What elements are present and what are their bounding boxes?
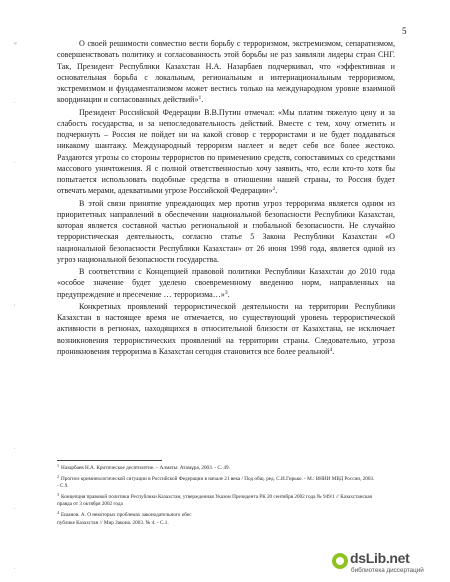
footnote-ref[interactable]: 2 — [272, 186, 276, 193]
footnote-text: Концепция правовой политики Республики Казахстан, утвержденная Указом Президента РК 20 сентября 2002 года № 949/1 // Казахстанская правда от 3 октября 2002 года — [57, 494, 372, 508]
footnote-separator — [57, 460, 162, 461]
margin-mark: . — [14, 446, 16, 451]
footnote-number: 1 — [57, 463, 59, 468]
footnote-number: 4 — [57, 510, 59, 516]
footnote-text: Ешанов. А. О некоторых проблемах законодательного обес — [61, 512, 192, 519]
footnote — [57, 491, 375, 508]
dslib-logo-icon — [332, 553, 348, 569]
paragraph: Конкретных проявлений террористической деятельности на территории Республики Казахстан в настоящее время не отмечается, но существующий уровень террористической активности в регионах, находящихся в относительной близости от Казахстана, не исключает возникновения террористических проявлений на территории страны. Следовательно, угроза проникновения терроризма в Казахстан сегодня становится все более реальной$^4$. — [57, 301, 395, 356]
paragraph: Президент Российской Федерации В.В.Путин отмечал: «Мы платим тяжелую цену и за слабость государства, и за непоследовательность действий. Вместе с тем, хочу отметить и подчеркнуть – Россия не пойдет ни на какой сговор с террористами и не будет поддаваться никакому шантажу. Международный терроризм наглеет и ведет себя все более жестоко. Раздаются угрозы со стороны террористов по применению средств, сопоставимых со средствами массового уничтожения. Я с полной ответственностью хочу заявить, что, если кто-то хотя бы попытается использовать подобные средства в отношении нашей страны, то Россия будет отвечать мерами, адекватными угрозе Российской Федерации»$^2$. — [57, 107, 395, 196]
footnote-ref[interactable]: 4 — [329, 346, 333, 353]
footnote — [57, 473, 375, 490]
footnote-number: 3 — [57, 492, 59, 498]
margin-mark: ≈ — [14, 42, 17, 47]
footnotes — [57, 462, 375, 528]
watermark[interactable] — [332, 551, 444, 577]
page-number: 5 — [402, 26, 407, 36]
paragraph: В соответствии с Концепцией правовой политики Республики Казахстан до 2010 года «особое значение будет уделено своевременному введению норм, направленных на предупреждение и пресечение … терроризма…»$^3$. — [57, 267, 395, 299]
footnote-ref[interactable]: 1 — [198, 95, 202, 102]
watermark-caption: библиотека диссертаций — [351, 567, 424, 574]
body-text — [57, 38, 395, 357]
footnote — [57, 509, 375, 526]
margin-mark: . — [14, 160, 16, 165]
paragraph: О своей решимости совместно вести борьбу с терроризмом, экстремизмом, сепаратизмом, совершенствовать политику и согласованность этой борьбы не раз заявляли лидеры стран СНГ. Так, Президент Республики Казахстан Н.А. Назарбаев подчеркивал, что «эффективная и основательная борьба с локальным, региональным и интернациональным терроризмом, экстремизмом и фундаментализмом может вестись только на международном уровне взаимной координации и согласованных действий»$^1$. — [57, 39, 395, 105]
margin-mark: , — [14, 302, 16, 307]
margin-mark: . — [14, 100, 16, 105]
watermark-site-name: dsLib.net — [350, 550, 410, 566]
margin-mark: . — [14, 506, 16, 511]
footnote-text: Прогноз криминологической ситуации в Российской Федерации в начале 21 века / Под общ. ред. С.И.Гирько. - М.: ВНИИ МВД России, 2003. - С.9. — [57, 476, 375, 490]
margin-mark: . — [14, 566, 16, 571]
footnote — [57, 462, 375, 472]
footnote-ref[interactable]: 3 — [224, 289, 228, 296]
footnote-text: Назарбаев Н.А. Критическое десятилетие. – Алматы: Атамұра, 2003. - С. 49. — [61, 465, 230, 471]
footnote-number: 2 — [57, 474, 59, 480]
paragraph: В этой связи принятие упреждающих мер против угроз терроризма является одним из приоритетных направлений в обеспечении национальной безопасности Республики Казахстан, которая является составной частью региональной и глобальной безопасности. Не случайно террористическая деятельность, согласно статье 5 Закона Республики Казахстан «О национальной безопасности Республики Казахстан» от 26 июня 1998 года, является одной из угроз национальной безопасности государства. — [57, 198, 395, 264]
footnote-text: публике Казахстан // Мир Закона. 2003. № 4. - С.1. — [57, 519, 169, 526]
